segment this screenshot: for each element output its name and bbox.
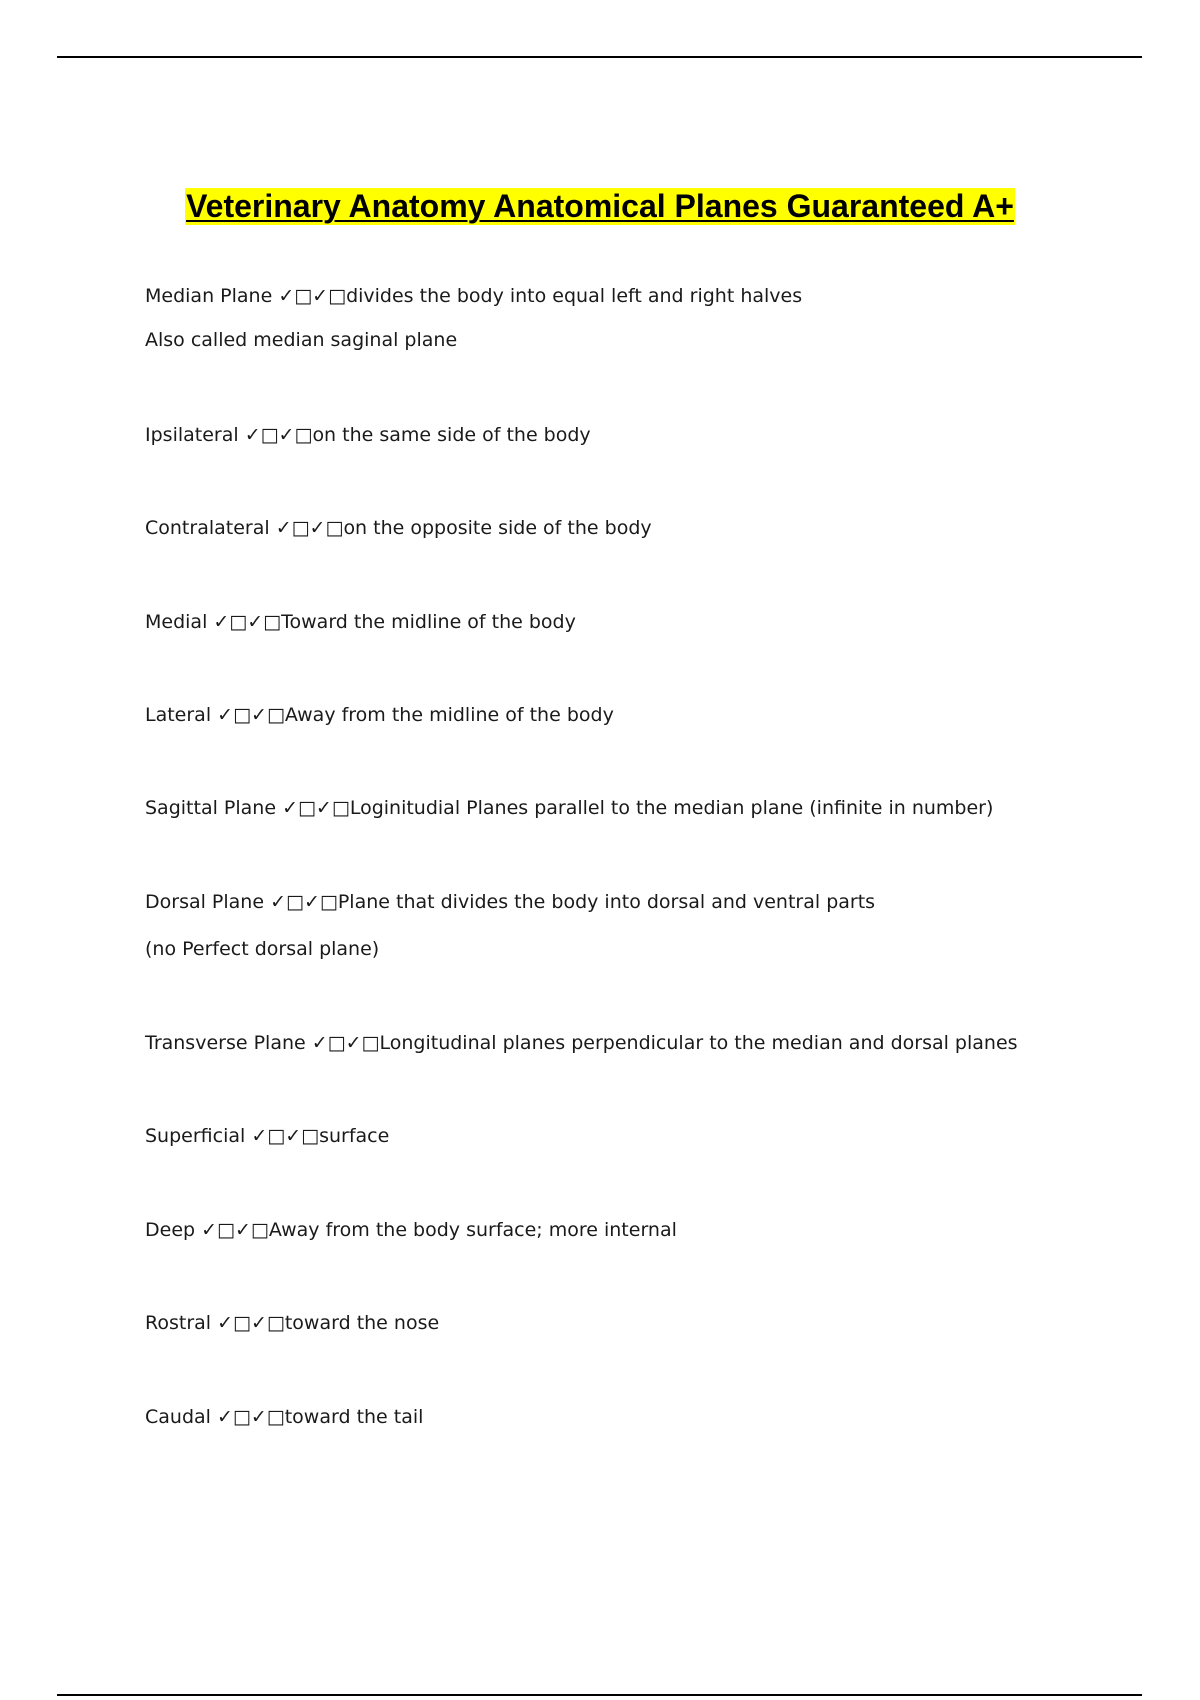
entry-separator: ✓□✓□ (217, 1312, 285, 1334)
entry-lateral (145, 703, 614, 727)
bottom-rule (57, 1694, 1142, 1696)
entry-medial (145, 610, 576, 634)
entry-definition: Away from the body surface; more internal (268, 1219, 677, 1241)
entry-median-plane-note: Also called median saginal plane (145, 329, 458, 351)
entry-term: Caudal (145, 1406, 211, 1428)
top-rule (57, 56, 1142, 58)
entry-caudal (145, 1405, 423, 1429)
entry-sagittal-plane (145, 796, 993, 820)
entry-separator: ✓□✓□ (213, 611, 282, 633)
entry-definition: surface (319, 1125, 390, 1147)
entry-term: Dorsal Plane (145, 891, 265, 913)
entry-separator: ✓□✓□ (282, 797, 350, 819)
entry-ipsilateral (145, 423, 591, 447)
entry-contralateral (145, 516, 652, 540)
entry-separator: ✓□✓□ (244, 424, 313, 446)
entry-definition: Away from the midline of the body (284, 704, 614, 726)
entry-separator: ✓□✓□ (311, 1032, 380, 1054)
entry-dorsal-plane-note: (no Perfect dorsal plane) (145, 938, 380, 960)
entry-term: Contralateral (145, 517, 270, 539)
entry-definition: divides the body into equal left and right halves (346, 285, 803, 307)
title-container (0, 188, 1200, 225)
entry-definition: toward the nose (284, 1312, 440, 1334)
entry-term: Deep (145, 1219, 196, 1241)
entry-dorsal-plane (145, 890, 875, 914)
entry-separator: ✓□✓□ (270, 891, 338, 913)
entry-term: Sagittal Plane (145, 797, 277, 819)
entry-definition: toward the tail (284, 1406, 424, 1428)
entry-term: Superficial (145, 1125, 246, 1147)
entry-rostral (145, 1311, 439, 1335)
document-title: Veterinary Anatomy Anatomical Planes Guaranteed A+ (186, 188, 1014, 224)
entry-transverse-plane (145, 1031, 1018, 1055)
entry-separator: ✓□✓□ (278, 285, 347, 307)
entry-definition: Toward the midline of the body (281, 611, 576, 633)
entry-separator: ✓□✓□ (251, 1125, 320, 1147)
entry-term: Lateral (145, 704, 212, 726)
entry-separator: ✓□✓□ (216, 1406, 285, 1428)
entry-term: Transverse Plane (145, 1032, 306, 1054)
entry-term: Median Plane (145, 285, 273, 307)
entry-median-plane (145, 284, 802, 308)
entry-definition: Loginitudial Planes parallel to the median plane (infinite in number) (349, 797, 994, 819)
entry-term: Rostral (145, 1312, 212, 1334)
entry-definition: on the same side of the body (312, 424, 591, 446)
entry-term: Ipsilateral (145, 424, 239, 446)
entry-separator: ✓□✓□ (201, 1219, 269, 1241)
entry-separator: ✓□✓□ (217, 704, 285, 726)
entry-separator: ✓□✓□ (275, 517, 344, 539)
entry-superficial (145, 1124, 389, 1148)
entry-definition: on the opposite side of the body (343, 517, 652, 539)
entry-deep (145, 1218, 677, 1242)
entry-term: Medial (145, 611, 208, 633)
entry-definition: Longitudinal planes perpendicular to the median and dorsal planes (379, 1032, 1018, 1054)
entry-definition: Plane that divides the body into dorsal and ventral parts (337, 891, 876, 913)
